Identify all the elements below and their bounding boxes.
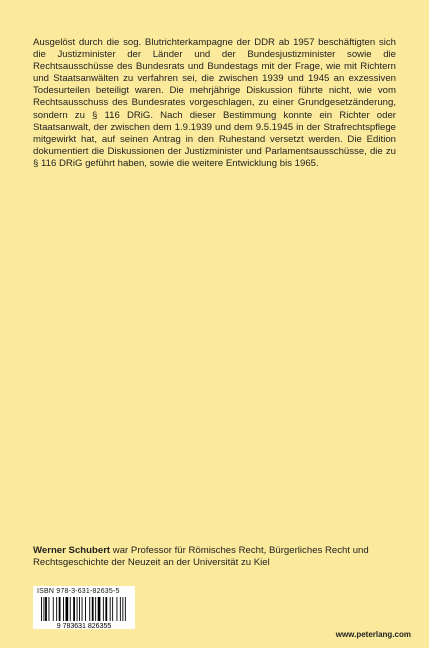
author-bio-text: war Professor für Römisches Recht, Bürgerliches Recht und Rechtsgeschichte der Neuzeit an der Universität zu Kiel — [33, 545, 369, 569]
back-cover-blurb: Ausgelöst durch die sog. Blutrichterkampagne der DDR ab 1957 beschäftigten sich die Justizminister der Länder und der Bundesjustizminister sowie die Rechtsausschüsse des Bundesrats und Bundestags mit der Frage, wie mit Richtern und Staatsanwälten zu verfahren sei, die zwischen 1939 und 1945 an exzessiven Todesurteilen beteiligt waren. Die mehrjährige Diskussion führte nicht, wie vom Rechtsausschuss des Bundesrates vorgeschlagen, zu einer Grundgesetzänderung, sondern zu § 116 DRiG. Nach dieser Bestimmung konnte ein Richter oder Staatsanwalt, der zwischen dem 1.9.1939 und dem 9.5.1945 in der Strafrechtspflege mitgewirkt hat, auf seinen Antrag in den Ruhestand versetzt werden. Die Edition dokumentiert die Diskussionen der Justizminister und Parlamentsausschüsse, die zu § 116 DRiG geführt haben, sowie die weitere Entwicklung bis 1965. — [33, 37, 396, 169]
barcode-digits: 9 783631 826355 — [56, 623, 112, 629]
isbn-barcode-box — [33, 586, 135, 629]
author-bio — [33, 545, 396, 570]
author-name: Werner Schubert — [33, 545, 111, 556]
isbn-label: ISBN 978-3-631-82635-5 — [37, 588, 120, 595]
publisher-url: www.peterlang.com — [335, 630, 411, 639]
barcode-image — [37, 597, 131, 629]
